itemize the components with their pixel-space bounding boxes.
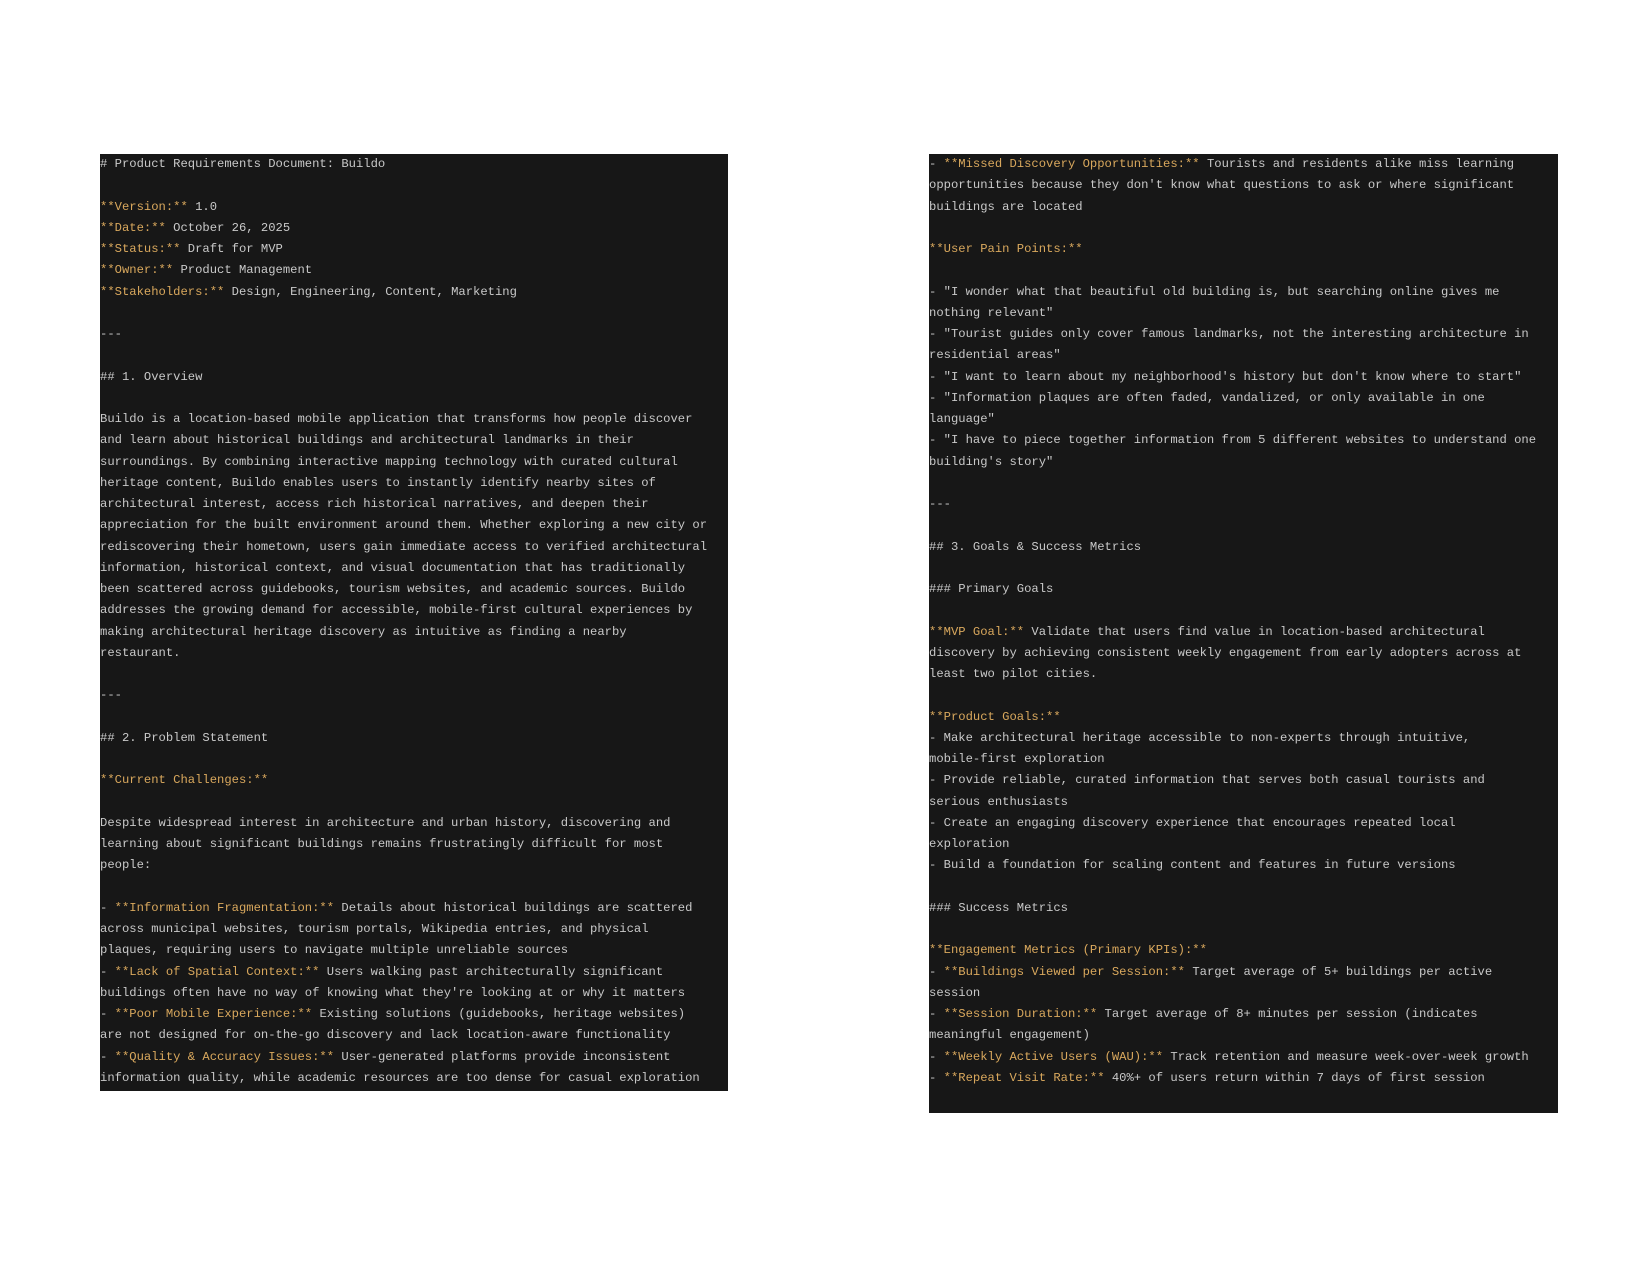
document-line bbox=[100, 537, 728, 558]
document-line bbox=[929, 579, 1558, 600]
line-text: rediscovering their hometown, users gain immediate access to verified architectural bbox=[100, 539, 708, 554]
document-line bbox=[100, 770, 728, 791]
line-text: ### Primary Goals bbox=[929, 582, 1054, 596]
line-text: - bbox=[929, 964, 944, 979]
document-line bbox=[929, 834, 1558, 855]
line-text: Buildo is a location-based mobile application that transforms how people discover bbox=[100, 412, 693, 426]
document-line bbox=[100, 834, 728, 855]
document-line bbox=[100, 622, 728, 643]
bold-markdown-text: **Date:** bbox=[100, 220, 166, 235]
line-text: opportunities because they don't know what questions to ask or where significant bbox=[929, 178, 1515, 193]
line-text: Product Management bbox=[173, 263, 313, 278]
document-line bbox=[929, 940, 1558, 961]
line-text: learning about significant buildings remains frustratingly difficult for most bbox=[100, 837, 664, 851]
bold-markdown-text: **Version:** bbox=[100, 199, 188, 214]
document-line bbox=[929, 494, 1558, 515]
blank-line bbox=[929, 515, 1558, 536]
line-text: session bbox=[929, 985, 981, 1000]
document-line bbox=[929, 367, 1558, 388]
line-text: - "I wonder what that beautiful old building is, but searching online gives me bbox=[929, 284, 1500, 299]
document-line bbox=[100, 983, 728, 1004]
bold-markdown-text: **Session Duration:** bbox=[943, 1007, 1098, 1021]
blank-line bbox=[929, 919, 1558, 940]
line-text: and learn about historical buildings and architectural landmarks in their bbox=[100, 433, 634, 448]
line-text: ### Success Metrics bbox=[929, 900, 1068, 915]
bold-markdown-text: **Quality & Accuracy Issues:** bbox=[114, 1049, 335, 1064]
line-text: --- bbox=[100, 327, 122, 341]
line-text: nothing relevant" bbox=[929, 305, 1054, 320]
blank-line bbox=[100, 877, 728, 898]
line-text: Draft for MVP bbox=[180, 242, 283, 256]
line-text: - "I have to piece together information from 5 different websites to understand one bbox=[929, 433, 1537, 448]
line-text: --- bbox=[929, 497, 951, 511]
line-text: - "I want to learn about my neighborhood's history but don't know where to start" bbox=[929, 369, 1522, 384]
line-text: October 26, 2025 bbox=[165, 220, 291, 235]
bold-markdown-text: **Weekly Active Users (WAU):** bbox=[943, 1049, 1164, 1064]
blank-line bbox=[100, 175, 728, 196]
line-text: exploration bbox=[929, 837, 1010, 851]
document-line bbox=[100, 1068, 728, 1089]
line-text: - Create an engaging discovery experience that encourages repeated local bbox=[929, 815, 1456, 830]
line-text: # Product Requirements Document: Buildo bbox=[100, 157, 386, 171]
document-line bbox=[929, 430, 1558, 451]
bold-markdown-text: **Stakeholders:** bbox=[100, 284, 225, 299]
document-page-right bbox=[929, 154, 1558, 1113]
line-text: across municipal websites, tourism portals, Wikipedia entries, and physical bbox=[100, 922, 649, 936]
blank-line bbox=[100, 749, 728, 770]
line-text: people: bbox=[100, 858, 152, 873]
line-text: 40%+ of users return within 7 days of first session bbox=[1104, 1070, 1485, 1085]
bold-markdown-text: **Lack of Spatial Context:** bbox=[114, 964, 320, 979]
line-text: Validate that users find value in location-based architectural bbox=[1024, 624, 1485, 639]
blank-line bbox=[929, 685, 1558, 706]
bold-markdown-text: **Product Goals:** bbox=[929, 709, 1061, 724]
document-line bbox=[929, 749, 1558, 770]
document-line bbox=[100, 898, 728, 919]
line-text: Target average of 8+ minutes per session (indicates bbox=[1097, 1007, 1478, 1021]
bold-markdown-text: **Buildings Viewed per Session:** bbox=[943, 964, 1185, 979]
line-text: - bbox=[929, 1049, 944, 1064]
document-line bbox=[929, 622, 1558, 643]
document-line bbox=[100, 1004, 728, 1025]
document-line bbox=[100, 813, 728, 834]
document-line bbox=[100, 600, 728, 621]
line-text: - bbox=[100, 964, 115, 979]
line-text: - bbox=[100, 900, 115, 915]
document-line bbox=[929, 537, 1558, 558]
document-line bbox=[100, 558, 728, 579]
blank-line bbox=[929, 877, 1558, 898]
line-text: been scattered across guidebooks, tourism websites, and academic sources. Buildo bbox=[100, 582, 686, 596]
line-text: appreciation for the built environment around them. Whether exploring a new city or bbox=[100, 518, 708, 533]
document-line bbox=[100, 1025, 728, 1046]
document-line bbox=[929, 1004, 1558, 1025]
document-line bbox=[929, 898, 1558, 919]
line-text: meaningful engagement) bbox=[929, 1028, 1090, 1043]
document-line bbox=[929, 282, 1558, 303]
line-text: Track retention and measure week-over-week growth bbox=[1163, 1049, 1529, 1064]
blank-line bbox=[100, 792, 728, 813]
document-page-left bbox=[100, 154, 728, 1091]
line-text: surroundings. By combining interactive mapping technology with curated cultural bbox=[100, 454, 678, 469]
blank-line bbox=[929, 260, 1558, 281]
line-text: restaurant. bbox=[100, 645, 181, 660]
document-line bbox=[929, 792, 1558, 813]
bold-markdown-text: **Engagement Metrics (Primary KPIs):** bbox=[929, 943, 1207, 958]
bold-markdown-text: **Status:** bbox=[100, 242, 181, 256]
line-text: language" bbox=[929, 412, 995, 426]
line-text: buildings often have no way of knowing what they're looking at or why it matters bbox=[100, 985, 686, 1000]
document-line bbox=[929, 813, 1558, 834]
line-text: building's story" bbox=[929, 454, 1054, 469]
document-line bbox=[929, 409, 1558, 430]
document-line bbox=[100, 685, 728, 706]
line-text: - bbox=[100, 1049, 115, 1064]
line-text: Target average of 5+ buildings per active bbox=[1185, 964, 1493, 979]
document-line bbox=[100, 197, 728, 218]
document-line bbox=[100, 430, 728, 451]
document-line bbox=[929, 1047, 1558, 1068]
document-line bbox=[100, 1047, 728, 1068]
document-line bbox=[929, 983, 1558, 1004]
document-line bbox=[100, 962, 728, 983]
bold-markdown-text: **Missed Discovery Opportunities:** bbox=[943, 157, 1200, 171]
document-line bbox=[929, 770, 1558, 791]
line-text: ## 3. Goals & Success Metrics bbox=[929, 539, 1142, 554]
document-line bbox=[929, 197, 1558, 218]
document-line bbox=[100, 452, 728, 473]
document-line bbox=[929, 239, 1558, 260]
document-line bbox=[100, 239, 728, 260]
document-line bbox=[100, 855, 728, 876]
line-text: --- bbox=[100, 688, 122, 703]
blank-line bbox=[929, 218, 1558, 239]
document-line bbox=[100, 154, 728, 175]
document-line bbox=[100, 409, 728, 430]
blank-line bbox=[100, 303, 728, 324]
line-text: - Build a foundation for scaling content and features in future versions bbox=[929, 858, 1456, 873]
document-line bbox=[100, 282, 728, 303]
line-text: serious enthusiasts bbox=[929, 794, 1068, 809]
line-text: heritage content, Buildo enables users to instantly identify nearby sites of bbox=[100, 475, 656, 490]
document-line bbox=[100, 473, 728, 494]
line-text: Existing solutions (guidebooks, heritage websites) bbox=[312, 1007, 686, 1021]
document-line bbox=[929, 154, 1558, 175]
line-text: buildings are located bbox=[929, 199, 1083, 214]
document-line bbox=[100, 919, 728, 940]
document-line bbox=[929, 388, 1558, 409]
blank-line bbox=[100, 664, 728, 685]
document-line bbox=[100, 643, 728, 664]
line-text: plaques, requiring users to navigate multiple unreliable sources bbox=[100, 943, 569, 958]
document-line bbox=[929, 707, 1558, 728]
line-text: - bbox=[100, 1007, 115, 1021]
line-text: information quality, while academic resources are too dense for casual exploration bbox=[100, 1070, 700, 1085]
bold-markdown-text: **Current Challenges:** bbox=[100, 773, 269, 788]
bold-markdown-text: **Repeat Visit Rate:** bbox=[943, 1070, 1105, 1085]
document-line bbox=[929, 643, 1558, 664]
line-text: - bbox=[929, 1070, 944, 1085]
line-text: architectural interest, access rich historical narratives, and deepen their bbox=[100, 497, 649, 511]
line-text: ## 1. Overview bbox=[100, 369, 203, 384]
bold-markdown-text: **Poor Mobile Experience:** bbox=[114, 1007, 313, 1021]
line-text: Users walking past architecturally significant bbox=[319, 964, 664, 979]
line-text: making architectural heritage discovery as intuitive as finding a nearby bbox=[100, 624, 627, 639]
line-text: Design, Engineering, Content, Marketing bbox=[224, 284, 517, 299]
line-text: - bbox=[929, 1007, 944, 1021]
line-text: 1.0 bbox=[187, 199, 218, 214]
line-text: Details about historical buildings are scattered bbox=[334, 900, 693, 915]
bold-markdown-text: **User Pain Points:** bbox=[929, 242, 1083, 256]
line-text: User-generated platforms provide inconsistent bbox=[334, 1049, 671, 1064]
blank-line bbox=[100, 388, 728, 409]
bold-markdown-text: **MVP Goal:** bbox=[929, 624, 1025, 639]
line-text: least two pilot cities. bbox=[929, 667, 1098, 681]
document-line bbox=[929, 1068, 1558, 1089]
bold-markdown-text: **Information Fragmentation:** bbox=[114, 900, 335, 915]
line-text: - Make architectural heritage accessible to non-experts through intuitive, bbox=[929, 730, 1471, 745]
line-text: addresses the growing demand for accessible, mobile-first cultural experiences by bbox=[100, 603, 693, 618]
line-text: - bbox=[929, 157, 944, 171]
line-text: - "Tourist guides only cover famous landmarks, not the interesting architecture in bbox=[929, 327, 1529, 341]
document-line bbox=[100, 494, 728, 515]
document-line bbox=[929, 728, 1558, 749]
document-line bbox=[929, 1025, 1558, 1046]
document-line bbox=[929, 324, 1558, 345]
line-text: Despite widespread interest in architecture and urban history, discovering and bbox=[100, 815, 671, 830]
document-line bbox=[100, 367, 728, 388]
blank-line bbox=[929, 473, 1558, 494]
document-line bbox=[100, 940, 728, 961]
line-text: information, historical context, and visual documentation that has traditionally bbox=[100, 560, 686, 575]
blank-line bbox=[929, 600, 1558, 621]
line-text: ## 2. Problem Statement bbox=[100, 730, 269, 745]
line-text: Tourists and residents alike miss learning bbox=[1199, 157, 1515, 171]
document-line bbox=[100, 260, 728, 281]
document-line bbox=[100, 728, 728, 749]
document-line bbox=[929, 664, 1558, 685]
line-text: discovery by achieving consistent weekly engagement from early adopters across at bbox=[929, 645, 1522, 660]
line-text: - "Information plaques are often faded, vandalized, or only available in one bbox=[929, 390, 1485, 405]
line-text: residential areas" bbox=[929, 348, 1061, 363]
document-line bbox=[929, 345, 1558, 366]
document-line bbox=[100, 218, 728, 239]
document-line bbox=[929, 855, 1558, 876]
blank-line bbox=[100, 707, 728, 728]
document-line bbox=[929, 175, 1558, 196]
bold-markdown-text: **Owner:** bbox=[100, 263, 174, 278]
blank-line bbox=[929, 558, 1558, 579]
document-line bbox=[929, 452, 1558, 473]
line-text: are not designed for on-the-go discovery and lack location-aware functionality bbox=[100, 1028, 671, 1043]
document-line bbox=[100, 515, 728, 536]
blank-line bbox=[100, 345, 728, 366]
document-line bbox=[100, 324, 728, 345]
document-line bbox=[100, 579, 728, 600]
document-line bbox=[929, 303, 1558, 324]
line-text: mobile-first exploration bbox=[929, 752, 1105, 766]
line-text: - Provide reliable, curated information that serves both casual tourists and bbox=[929, 773, 1485, 788]
document-line bbox=[929, 962, 1558, 983]
